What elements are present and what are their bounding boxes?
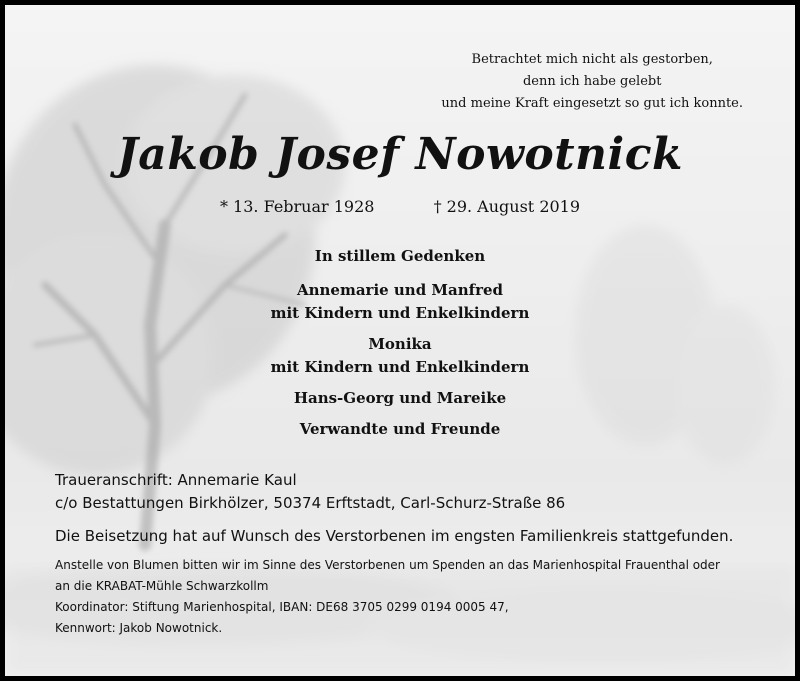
mourner-group: [5, 333, 795, 379]
mourner-name: Verwandte und Freunde: [299, 420, 501, 438]
birth-date: * 13. Februar 1928: [219, 197, 375, 216]
donation-line: Koordinator: Stiftung Marienhospital, IBAN: DE68 3705 0299 0194 0005 47,: [55, 600, 509, 614]
quote-line: denn ich habe gelebt: [522, 74, 662, 89]
address-line: Traueranschrift: Annemarie Kaul: [55, 471, 297, 489]
notice-content: [5, 5, 795, 676]
quote-line: und meine Kraft eingesetzt so gut ich konnte.: [441, 96, 743, 111]
donation-line: an die KRABAT-Mühle Schwarzkollm: [55, 579, 269, 593]
epitaph-quote: [441, 49, 743, 115]
in-memoriam-heading: In stillem Gedenken: [314, 247, 486, 265]
life-dates: [5, 197, 795, 216]
donation-line: Anstelle von Blumen bitten wir im Sinne des Verstorbenen um Spenden an das Marienhospital Frauenthal oder: [55, 558, 720, 572]
address-line: c/o Bestattungen Birkhölzer, 50374 Erftstadt, Carl-Schurz-Straße 86: [55, 494, 566, 512]
mourners-list: [5, 279, 795, 449]
donation-line: Kennwort: Jakob Nowotnick.: [55, 621, 223, 635]
mourner-group: [5, 418, 795, 441]
mourning-address: [55, 469, 565, 515]
donation-note: [55, 555, 775, 639]
mourner-relation: mit Kindern und Enkelkindern: [270, 304, 530, 322]
burial-note: Die Beisetzung hat auf Wunsch des Verstorbenen im engsten Familienkreis stattgefunden.: [55, 527, 734, 545]
mourner-name: Monika: [368, 335, 432, 353]
mourner-relation: mit Kindern und Enkelkindern: [270, 358, 530, 376]
mourner-name: Hans-Georg und Mareike: [293, 389, 507, 407]
mourner-group: [5, 279, 795, 325]
mourner-name: Annemarie und Manfred: [296, 281, 504, 299]
death-date: † 29. August 2019: [433, 197, 581, 216]
deceased-name: Jakob Josef Nowotnick: [116, 129, 684, 180]
mourner-group: [5, 387, 795, 410]
quote-line: Betrachtet mich nicht als gestorben,: [471, 52, 713, 67]
